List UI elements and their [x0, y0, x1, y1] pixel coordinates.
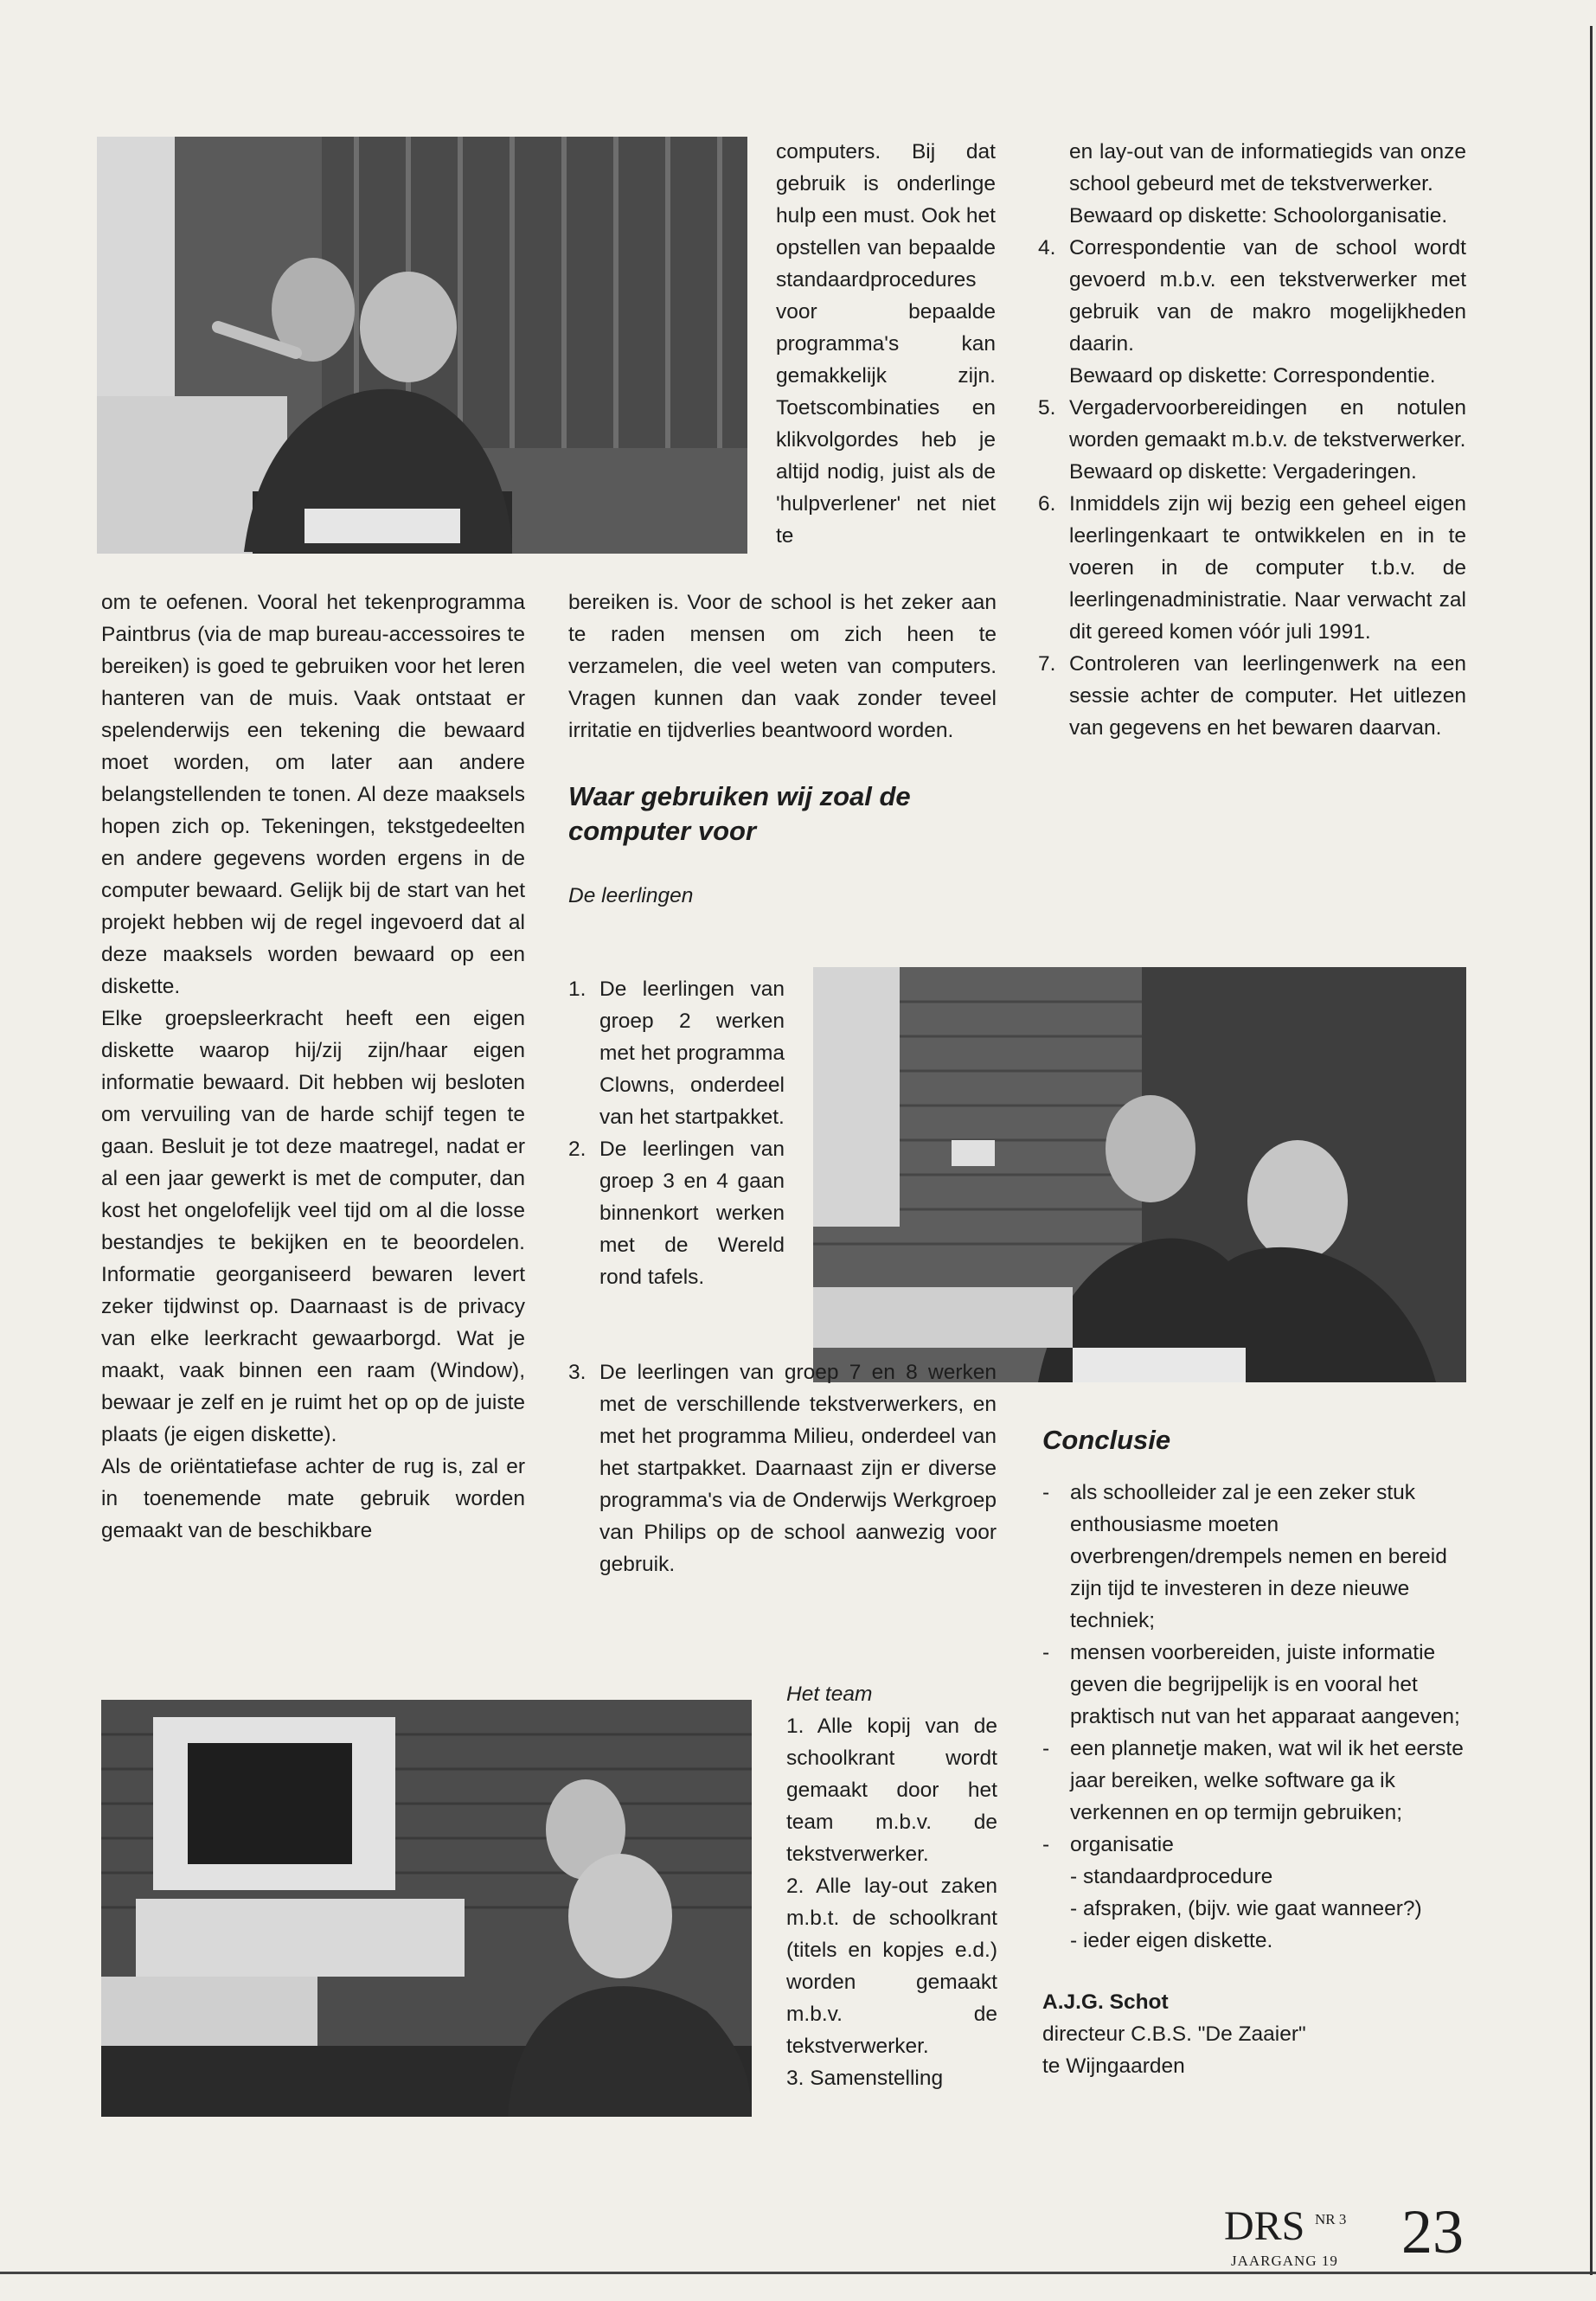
page-number: 23 — [1401, 2197, 1464, 2266]
conclusie-section — [1042, 1423, 1466, 2082]
paragraph-computers: computers. Bij dat gebruik is onderlinge hulp een must. Ook het opstellen van bepaalde standaardprocedures voor bepaalde programma's kan gemakkelijk zijn. Toetscombinaties en klikvolgordes heb je altijd nodig, juist als de 'hulpverlener' net niet te — [776, 140, 996, 548]
paragraph-bereiken: bereiken is. Voor de school is het zeker aan te raden mensen om zich heen te verzamelen, die veel weten van computers. Vragen kunnen dan vaak zonder teveel irritatie en tijdverlies beantwoord worden. — [568, 591, 997, 742]
right-edge-rule — [1590, 26, 1593, 2275]
issue-number: NR 3 — [1315, 2211, 1347, 2227]
paragraph-informatiegids: en lay-out van de informatiegids van onze school gebeurd met de tekstverwerker. — [1069, 140, 1466, 195]
list-item: 2. De leerlingen van groep 3 en 4 gaan binnenkort werken met de Wereld rond tafels. — [568, 1138, 785, 1289]
volume-label: JAARGANG 19 — [1231, 2253, 1338, 2269]
list-item: 1. De leerlingen van groep 2 werken met het programma Clowns, onderdeel van het startpakket. — [568, 977, 785, 1129]
sublabel-team: Het team — [786, 1682, 873, 1706]
list-leerlingen-3 — [568, 1356, 997, 1580]
saved-note: Bewaard op diskette: Vergaderingen. — [1069, 460, 1417, 484]
paragraph-orientatie: Als de oriëntatiefase achter de rug is, zal er in toenemende mate gebruik worden gemaakt van de beschikbare — [101, 1455, 525, 1542]
list-leerlingen — [568, 973, 785, 1293]
photo-girls-at-computer — [813, 967, 1466, 1382]
team-section — [786, 1678, 997, 2094]
author-name: A.J.G. Schot — [1042, 1990, 1169, 2014]
team-item: 2. Alle lay-out zaken m.b.t. de schoolkrant (titels en kopjes e.d.) worden gemaakt m.b.v. de tekstverwerker. — [786, 1875, 997, 2058]
team-item: 3. Samenstelling — [786, 2067, 944, 2090]
column-3 — [1038, 136, 1466, 744]
column-2 — [568, 586, 997, 912]
section-heading-gebruik: Waar gebruiken wij zoal de computer voor — [568, 781, 911, 846]
author-title: directeur C.B.S. "De Zaaier" — [1042, 2022, 1306, 2046]
bullet-item: - als schoolleider zal je een zeker stuk enthousiasme moeten overbrengen/drempels nemen en bereid zijn tijd te investeren in deze nieuwe techniek; — [1042, 1481, 1447, 1632]
list-item: 4. Correspondentie van de school wordt gevoerd m.b.v. een tekstverwerker met gebruik van de makro mogelijkheden daarin. Bewaard op diskette: Correspondentie. — [1038, 236, 1466, 388]
list-item: 6. Inmiddels zijn wij bezig een geheel eigen leerlingenkaart te ontwikkelen en in te voeren in de computer t.b.v. de leerlingenadministratie. Naar verwacht zal dit gereed komen vóór juli 1991. — [1038, 492, 1466, 644]
bullet-item: - mensen voorbereiden, juiste informatie geven die begrijpelijk is en vooral het praktisch nut van het apparaat aangeven; — [1042, 1641, 1460, 1728]
column-1 — [101, 586, 525, 1547]
sub-bullet-item: - ieder eigen diskette. — [1070, 1929, 1273, 1952]
saved-note: Bewaard op diskette: Schoolorganisatie. — [1069, 204, 1448, 228]
sub-bullet-item: - standaardprocedure — [1070, 1865, 1273, 1888]
list-item: 7. Controleren van leerlingenwerk na een sessie achter de computer. Het uitlezen van gegevens en het bewaren daarvan. — [1038, 652, 1466, 740]
bullet-item: - een plannetje maken, wat wil ik het eerste jaar bereiken, welke software ga ik verkennen en op termijn gebruiken; — [1042, 1737, 1464, 1824]
team-item: 1. Alle kopij van de schoolkrant wordt gemaakt door het team m.b.v. de tekstverwerker. — [786, 1715, 997, 1866]
column-2-top — [776, 136, 996, 552]
photo-children-at-computer-with-printer — [101, 1700, 752, 2117]
sublabel-leerlingen: De leerlingen — [568, 884, 694, 907]
signature — [1042, 1986, 1466, 2082]
author-place: te Wijngaarden — [1042, 2054, 1185, 2078]
sub-bullet-item: - afspraken, (bijv. wie gaat wanneer?) — [1070, 1897, 1422, 1920]
list-item: 3. De leerlingen van groep 7 en 8 werken met de verschillende tekstverwerkers, en met het programma Milieu, onderdeel van het startpakket. Daarnaast zijn er diverse programma's via de Onderwijs Werkgroep van Philips op de school aanwezig voor gebruik. — [568, 1361, 997, 1576]
photo-children-pointing-at-screen — [97, 137, 747, 554]
paragraph-intro: om te oefenen. Vooral het tekenprogramma Paintbrus (via de map bureau-accessoires te bereiken) is goed te gebruiken voor het leren hanteren van de muis. Vaak ontstaat er spelenderwijs een tekening die bewaard moet worden, om later aan andere belangstellenden te tonen. Al deze maaksels hopen zich op. Tekeningen, tekstgedeelten en andere gegevens worden ergens in de computer bewaard. Gelijk bij de start van het projekt hebben wij de regel ingevoerd dat al deze maaksels worden bewaard op een diskette. — [101, 591, 525, 998]
bottom-rule — [0, 2272, 1596, 2274]
list-item: 5. Vergadervoorbereidingen en notulen worden gemaakt m.b.v. de tekstverwerker. Bewaard op diskette: Vergaderingen. — [1038, 396, 1466, 484]
saved-note: Bewaard op diskette: Correspondentie. — [1069, 364, 1436, 388]
bullet-item: - organisatie — [1042, 1833, 1174, 1856]
paragraph-diskette: Elke groepsleerkracht heeft een eigen diskette waarop hij/zij zijn/haar eigen informatie bewaard. Dit hebben wij besloten om vervuiling van de harde schijf tegen te gaan. Besluit je tot deze maatregel, nadat er al een jaar gewerkt is met de computer, dan kost het ongelofelijk veel tijd om al die losse bestandjes te bekijken en te beoordelen. Informatie georganiseerd bewaren levert zeker tijdwinst op. Daarnaast is de privacy van elke leerkracht gewaarborgd. Wat je maakt, vaak binnen een raam (Window), bewaar je zelf en je ruimt het op op de juiste plaats (je eigen diskette). — [101, 1007, 525, 1446]
magazine-name: DRS — [1224, 2203, 1305, 2249]
section-heading-conclusie: Conclusie — [1042, 1425, 1171, 1455]
